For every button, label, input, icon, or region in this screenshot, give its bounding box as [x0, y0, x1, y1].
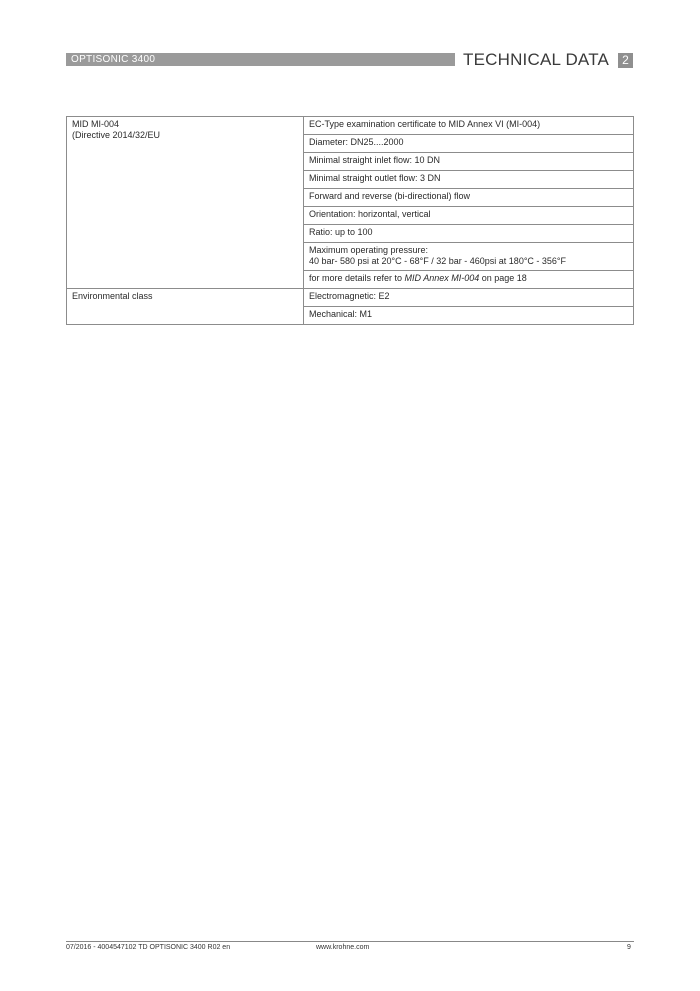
- spec-cell: EC-Type examination certificate to MID Annex VI (MI-004): [304, 117, 634, 135]
- spec-cell: Minimal straight outlet flow: 3 DN: [304, 171, 634, 189]
- header-section-title: TECHNICAL DATA: [463, 50, 610, 69]
- footer-document-id: 07/2016 - 4004547102 TD OPTISONIC 3400 R02 en: [66, 944, 231, 951]
- mid-label-line: MID MI-004: [72, 119, 120, 129]
- spec-cell: Forward and reverse (bi-directional) flow: [304, 189, 634, 207]
- chapter-number-badge: 2: [618, 53, 633, 68]
- table-row: [67, 289, 634, 307]
- footer-divider: [66, 941, 634, 942]
- reference-link[interactable]: MID Annex MI-004: [404, 273, 480, 283]
- mid-label-line: (Directive 2014/32/EU: [72, 130, 161, 140]
- reference-prefix: for more details refer to: [309, 273, 405, 283]
- reference-cell: [304, 271, 634, 289]
- header-product-name: OPTISONIC 3400: [71, 54, 156, 65]
- technical-data-table: [66, 116, 634, 325]
- pressure-line: 40 bar- 580 psi at 20°C - 68°F / 32 bar - 460psi at 180°C - 356°F: [309, 256, 567, 266]
- mid-label-cell: [67, 117, 304, 289]
- spec-cell: Diameter: DN25....2000: [304, 135, 634, 153]
- reference-suffix: on page 18: [479, 273, 527, 283]
- environmental-label-cell: Environmental class: [67, 289, 304, 325]
- footer-website[interactable]: www.krohne.com: [316, 944, 370, 951]
- pressure-cell: [304, 243, 634, 271]
- spec-cell: Ratio: up to 100: [304, 225, 634, 243]
- pressure-line: Maximum operating pressure:: [309, 245, 429, 255]
- spec-cell: Mechanical: M1: [304, 307, 634, 325]
- table-row: [67, 117, 634, 135]
- footer-page-number: 9: [627, 944, 631, 951]
- spec-cell: Minimal straight inlet flow: 10 DN: [304, 153, 634, 171]
- spec-cell: Electromagnetic: E2: [304, 289, 634, 307]
- spec-cell: Orientation: horizontal, vertical: [304, 207, 634, 225]
